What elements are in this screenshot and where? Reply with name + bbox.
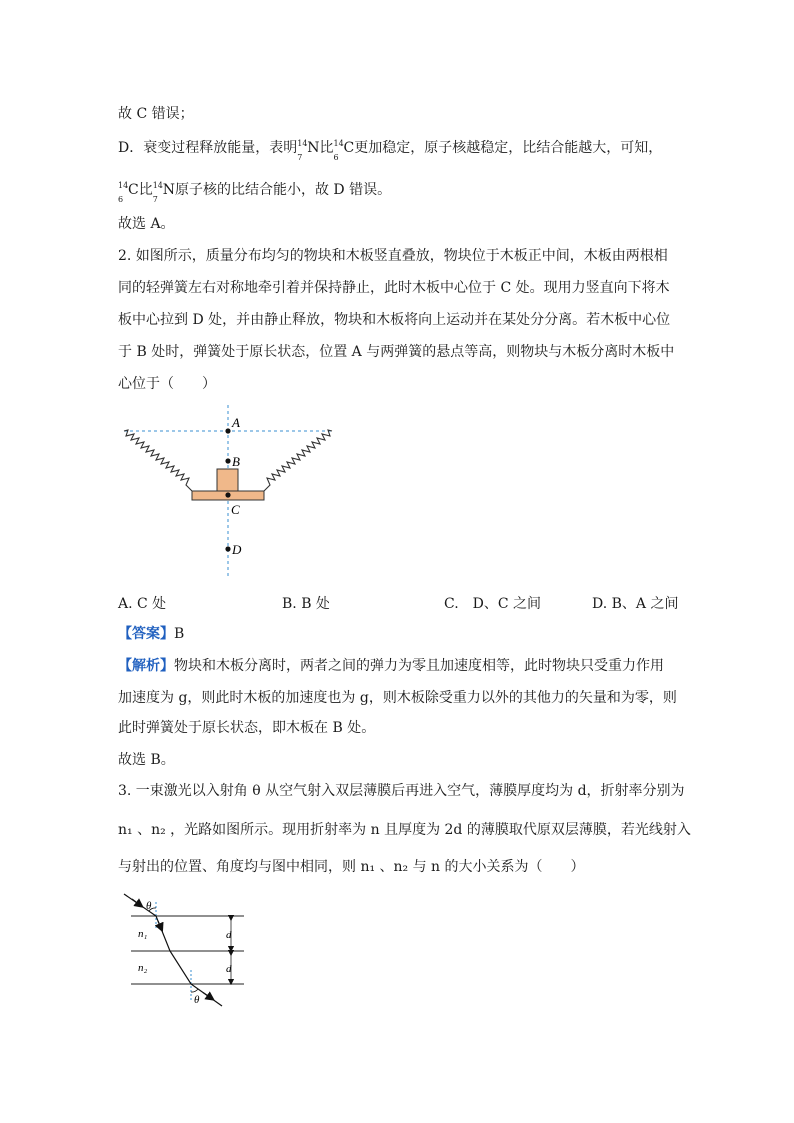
spring-board-figure xyxy=(118,405,348,580)
mass-number: 14 xyxy=(333,139,344,148)
right-spring xyxy=(264,430,332,491)
point-d xyxy=(225,546,230,551)
text-line xyxy=(118,180,392,204)
d-label-top: d xyxy=(226,929,232,941)
choice-c[interactable]: C. D、C 之间 xyxy=(444,596,542,612)
n2-label: n₂ xyxy=(138,962,148,974)
question-text: 板中心拉到 D 处，并由静止释放，物块和木板将向上运动并在某处分分离。若木板中心位 xyxy=(118,312,671,328)
analysis-tag: 【解析】 xyxy=(118,658,174,674)
question-text: 2. 如图所示，质量分布均匀的物块和木板竖直叠放，物块位于木板正中间，木板由两根相 xyxy=(118,248,668,264)
question-text: n₁ 、n₂ ，光路如图所示。现用折射率为 n 且厚度为 2d 的薄膜取代原双层薄膜，若光线射入 xyxy=(118,822,691,838)
choice-d[interactable]: D. B、A 之间 xyxy=(592,596,679,612)
atomic-number: 7 xyxy=(152,195,158,204)
light-ray-arrow xyxy=(132,899,140,905)
text-segment: N原子核的比结合能小，故 D 错误。 xyxy=(162,182,392,198)
atomic-number: 6 xyxy=(118,195,124,204)
question-text: 心位于（ ） xyxy=(118,376,216,392)
mass-number: 14 xyxy=(297,139,308,148)
d-label-bottom: d xyxy=(226,963,232,975)
analysis-line: 加速度为 g，则此时木板的加速度也为 g，则木板除受重力以外的其他力的矢量和为零，则 xyxy=(118,690,677,706)
text-segment: C更加稳定，原子核越稳定，比结合能越大，可知， xyxy=(343,140,663,156)
text-segment: N比 xyxy=(307,140,334,156)
answer-value: B xyxy=(174,626,185,642)
choice-b[interactable]: B. B 处 xyxy=(282,596,330,612)
angle-arc-bottom xyxy=(191,989,198,992)
nuclide-c14 xyxy=(333,139,344,162)
point-b xyxy=(225,458,230,463)
point-c xyxy=(225,492,230,497)
question-text: 同的轻弹簧左右对称地牵引着并保持静止，此时木板中心位于 C 处。现用力竖直向下将木 xyxy=(118,280,670,296)
question-text: 3. 一束激光以入射角 θ 从空气射入双层薄膜后再进入空气，薄膜厚度均为 d，折射率分别为 xyxy=(118,783,685,799)
text-line: 故 C 错误； xyxy=(118,106,194,122)
answer-tag: 【答案】 xyxy=(118,626,174,642)
light-ray xyxy=(124,894,222,1006)
atomic-number: 7 xyxy=(297,153,303,162)
question-text: 于 B 处时，弹簧处于原长状态，位置 A 与两弹簧的悬点等高，则物块与木板分离时木板中 xyxy=(118,344,675,360)
conclusion-line: 故选 B。 xyxy=(118,752,175,768)
choice-a[interactable]: A. C 处 xyxy=(118,596,167,612)
analysis-text: 物块和木板分离时，两者之间的弹力为零且加速度相等，此时物块只受重力作用 xyxy=(174,658,664,674)
text-segment: C比 xyxy=(128,182,153,198)
text-line: 故选 A。 xyxy=(118,216,175,232)
light-ray-arrow xyxy=(158,921,161,928)
nuclide-c14 xyxy=(118,181,129,204)
text-line xyxy=(118,138,663,162)
text-segment: D．衰变过程释放能量，表明 xyxy=(118,140,298,156)
mass-number: 14 xyxy=(152,181,163,190)
point-a xyxy=(225,428,230,433)
question-text: 与射出的位置、角度均与图中相同，则 n₁ 、n₂ 与 n 的大小关系为（ ） xyxy=(118,859,585,875)
label-c: C xyxy=(231,502,240,517)
answer-line xyxy=(118,624,184,644)
nuclide-n14 xyxy=(297,139,308,162)
block xyxy=(217,469,238,491)
left-spring xyxy=(124,430,192,491)
n1-label: n₁ xyxy=(138,928,148,940)
mass-number: 14 xyxy=(118,181,129,190)
analysis-line: 此时弹簧处于原长状态，即木板在 B 处。 xyxy=(118,720,376,736)
analysis-line xyxy=(118,656,664,676)
label-d: D xyxy=(232,542,242,557)
theta-label-top: θ xyxy=(146,900,152,912)
atomic-number: 6 xyxy=(333,153,339,162)
label-a: A xyxy=(232,415,240,430)
light-ray-arrow xyxy=(203,993,211,999)
nuclide-n14 xyxy=(152,181,163,204)
theta-label-bottom: θ xyxy=(194,994,200,1006)
light-path-figure xyxy=(118,888,258,1013)
label-b: B xyxy=(232,454,240,469)
